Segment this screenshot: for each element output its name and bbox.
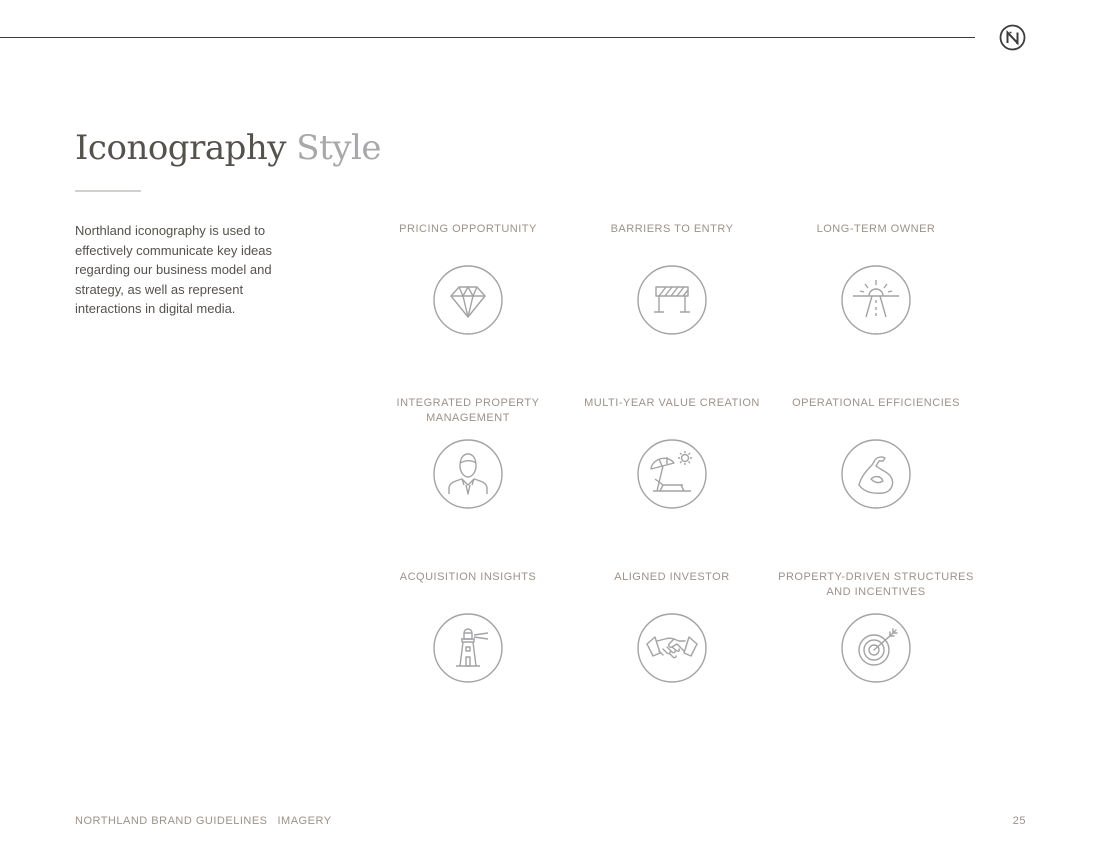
diamond-icon (433, 265, 503, 335)
icon-label: MULTI-YEAR VALUE CREATION (584, 397, 760, 409)
icon-label: ACQUISITION INSIGHTS (399, 571, 537, 583)
icon-card-pricing-opportunity (368, 222, 568, 237)
title-main: Iconography (75, 128, 286, 168)
title-accent: Style (296, 128, 381, 168)
icon-card-multi-year-value-creation (572, 396, 772, 411)
icon-card-acquisition-insights (368, 570, 568, 585)
footer-section: IMAGERY (277, 815, 332, 827)
page-number: 25 (1012, 815, 1026, 827)
target-icon (841, 613, 911, 683)
icon-label: LONG-TERM OWNER (816, 223, 936, 235)
handshake-icon (637, 613, 707, 683)
footer-brand (75, 815, 332, 827)
icon-label: OPERATIONAL EFFICIENCIES (792, 397, 960, 409)
icon-label: INTEGRATED PROPERTY MANAGEMENT (396, 397, 540, 424)
northland-logo-icon (999, 24, 1026, 51)
intro-paragraph: Northland iconography is used to effectively communicate key ideas regarding our business model and strategy, as well as represent interactions in digital media. (75, 223, 273, 317)
icon-label: BARRIERS TO ENTRY (610, 223, 734, 235)
barrier-icon (637, 265, 707, 335)
icon-card-operational-efficiencies (776, 396, 976, 411)
lighthouse-icon (433, 613, 503, 683)
beach-umbrella-icon (637, 439, 707, 509)
icon-card-barriers-to-entry (572, 222, 772, 237)
header-rule (0, 37, 975, 38)
icon-card-integrated-property-management (368, 396, 568, 426)
icon-label: PRICING OPPORTUNITY (399, 223, 537, 235)
icon-card-aligned-investor (572, 570, 772, 585)
icon-label: PROPERTY-DRIVEN STRUCTURES AND INCENTIVES (778, 571, 974, 598)
page-title (75, 128, 381, 168)
flexed-arm-icon (841, 439, 911, 509)
road-sunrise-icon (841, 265, 911, 335)
footer-brand-text: NORTHLAND BRAND GUIDELINES (75, 815, 268, 827)
icon-label: ALIGNED INVESTOR (614, 571, 730, 583)
person-icon (433, 439, 503, 509)
icon-card-long-term-owner (776, 222, 976, 237)
icon-card-property-driven-structures (776, 570, 976, 600)
title-underline (75, 190, 141, 192)
